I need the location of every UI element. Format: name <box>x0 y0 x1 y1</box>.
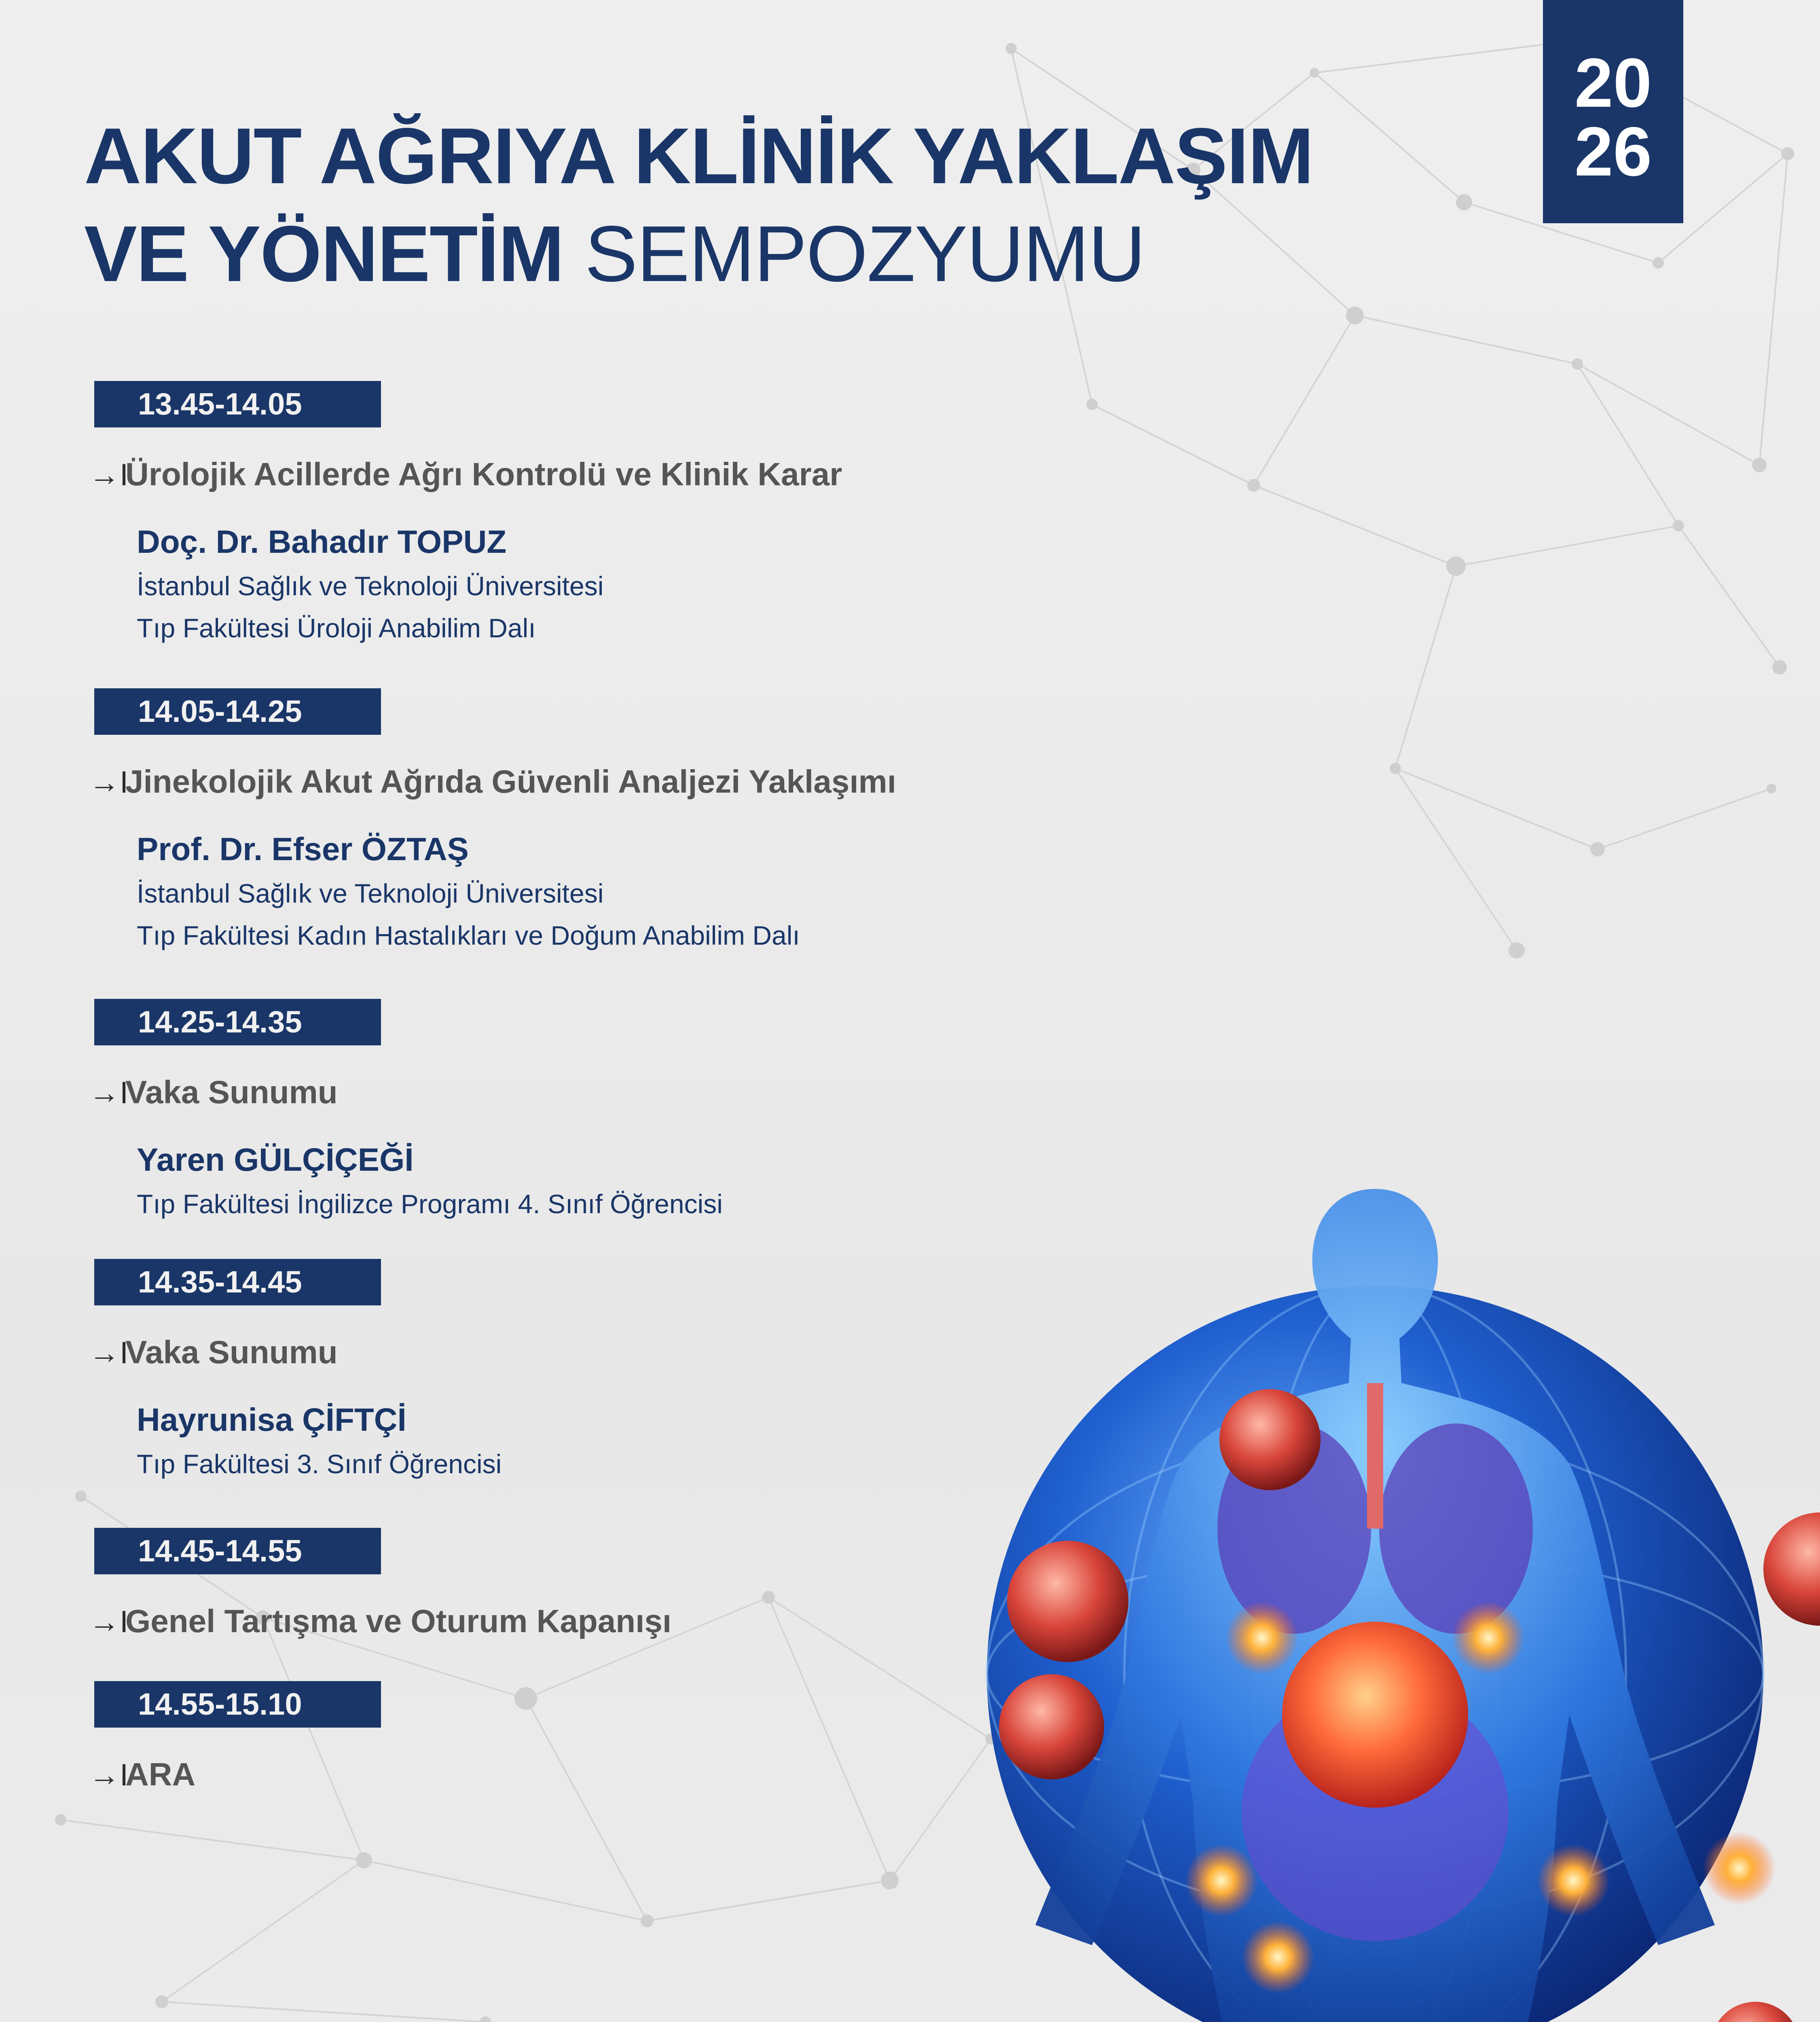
human-anatomy-illustration <box>963 1157 1820 2022</box>
arrow-to-bar-icon: →I <box>89 1076 129 1110</box>
time-badge: 13.45-14.05 <box>94 381 381 427</box>
title-line-2 <box>84 209 1145 298</box>
speaker-affiliation: Tıp Fakültesi İngilizce Programı 4. Sınıf Öğrencisi <box>137 1189 723 1219</box>
time-badge: 14.35-14.45 <box>94 1259 381 1305</box>
time-badge: 14.55-15.10 <box>94 1681 381 1728</box>
session-topic <box>89 763 896 800</box>
speaker-affiliation: İstanbul Sağlık ve Teknoloji Üniversitesi <box>137 878 604 908</box>
session-topic <box>89 1756 195 1793</box>
topic-text: Vaka Sunumu <box>125 1074 338 1110</box>
year-top: 20 <box>1574 44 1652 122</box>
time-badge: 14.25-14.35 <box>94 999 381 1045</box>
topic-text: Jinekolojik Akut Ağrıda Güvenli Analjezi Yaklaşımı <box>125 764 896 799</box>
title-emphasis: VE YÖNETİM <box>84 209 564 298</box>
session-topic <box>89 1334 338 1371</box>
topic-text: ARA <box>125 1756 196 1792</box>
topic-text: Ürolojik Acillerde Ağrı Kontrolü ve Klinik Karar <box>125 456 842 492</box>
title-main: AKUT AĞRIYA KLİNİK YAKLAŞIM <box>84 112 1313 200</box>
title-suffix: SEMPOZYUMU <box>584 209 1145 298</box>
arrow-to-bar-icon: →I <box>89 1336 129 1370</box>
arrow-to-bar-icon: →I <box>89 1758 129 1792</box>
year-badge <box>1543 0 1683 223</box>
arrow-to-bar-icon: →I <box>89 765 129 799</box>
year-bottom: 26 <box>1574 113 1652 190</box>
speaker-affiliation: İstanbul Sağlık ve Teknoloji Üniversitesi <box>137 571 604 601</box>
speaker-name: Prof. Dr. Efser ÖZTAŞ <box>137 831 469 867</box>
session-topic <box>89 1074 338 1111</box>
arrow-to-bar-icon: →I <box>89 1605 129 1639</box>
speaker-department: Tıp Fakültesi Kadın Hastalıkları ve Doğum Anabilim Dalı <box>137 920 800 950</box>
title-line-1 <box>84 112 1313 200</box>
speaker-affiliation: Tıp Fakültesi 3. Sınıf Öğrencisi <box>137 1449 502 1479</box>
arrow-to-bar-icon: →I <box>89 458 129 492</box>
session-topic <box>89 1603 671 1640</box>
speaker-name: Yaren GÜLÇİÇEĞİ <box>137 1142 414 1178</box>
session-topic <box>89 456 842 493</box>
topic-text: Vaka Sunumu <box>125 1334 338 1370</box>
speaker-department: Tıp Fakültesi Üroloji Anabilim Dalı <box>137 613 536 643</box>
speaker-name: Doç. Dr. Bahadır TOPUZ <box>137 524 507 560</box>
speaker-name: Hayrunisa ÇİFTÇİ <box>137 1402 406 1438</box>
time-badge: 14.45-14.55 <box>94 1528 381 1574</box>
topic-text: Genel Tartışma ve Oturum Kapanışı <box>125 1603 672 1639</box>
time-badge: 14.05-14.25 <box>94 688 381 735</box>
